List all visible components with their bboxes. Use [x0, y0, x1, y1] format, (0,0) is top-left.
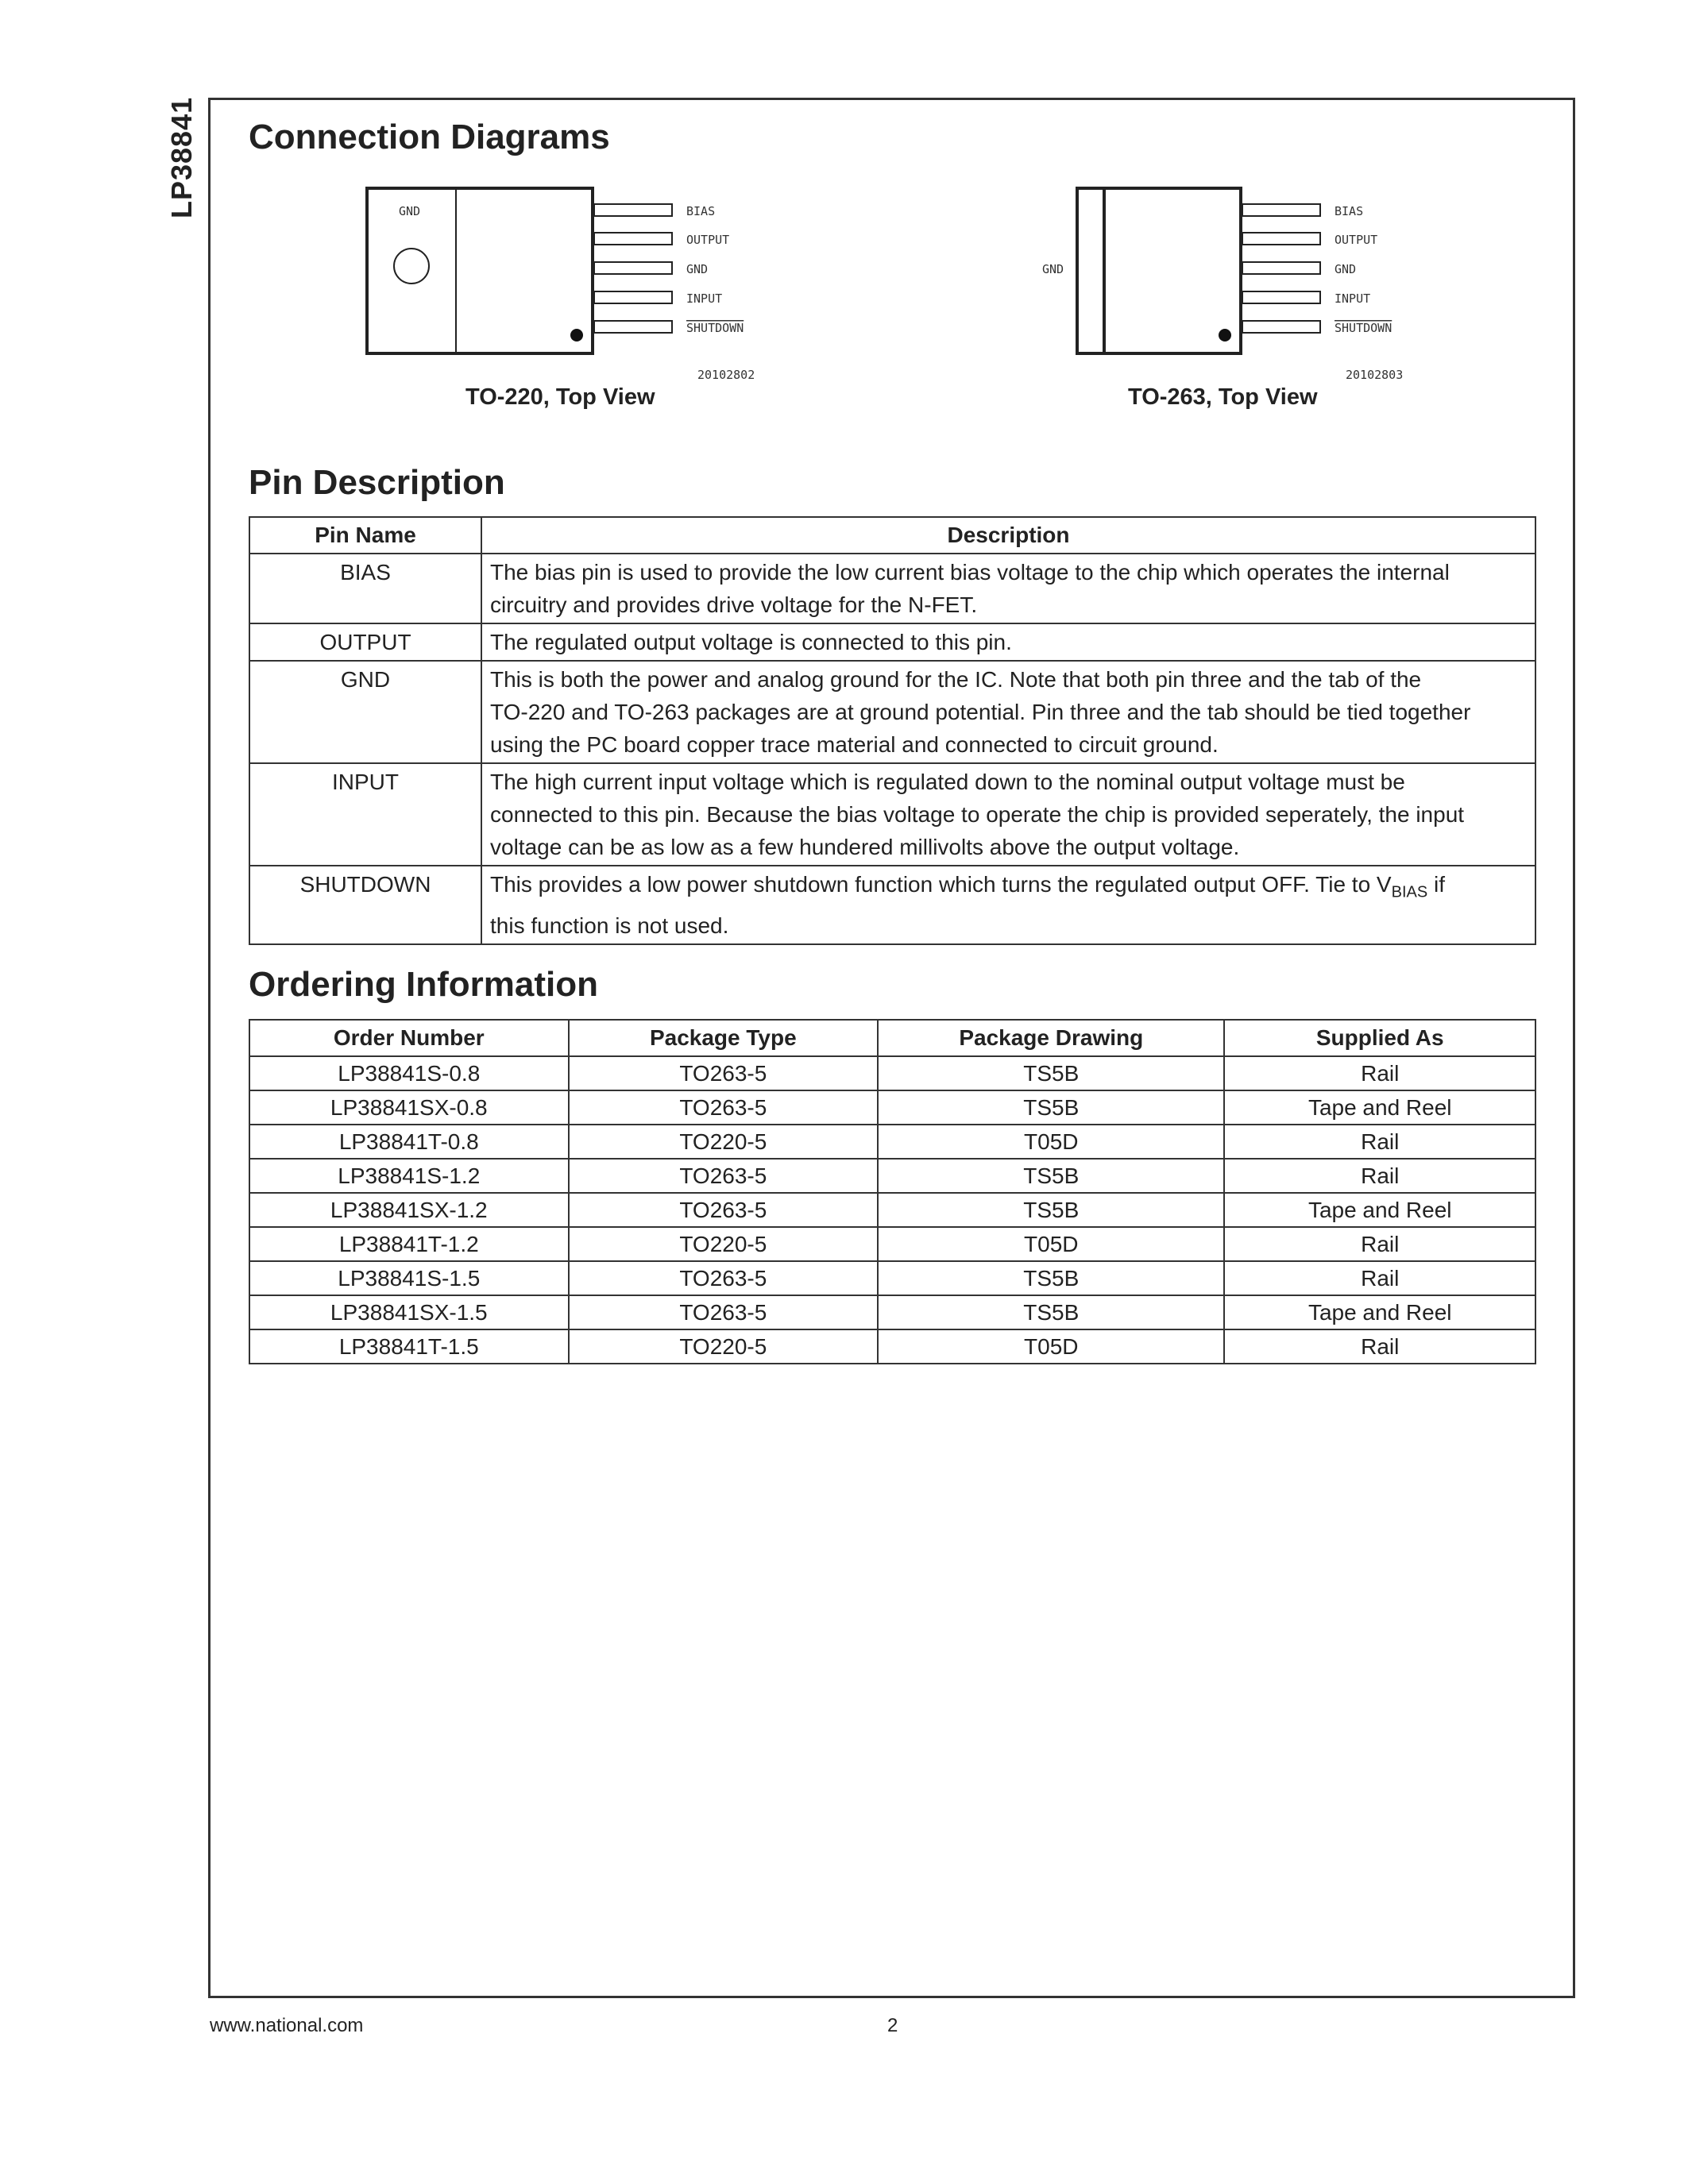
table-row — [249, 1261, 1535, 1295]
vbias-subscript: BIAS — [1391, 883, 1428, 901]
table-row — [249, 1090, 1535, 1125]
to263-tab-label: GND — [1042, 262, 1064, 276]
order-cell: TS5B — [878, 1159, 1224, 1193]
to263-pin-label: INPUT — [1335, 291, 1371, 306]
description-line — [490, 868, 1527, 909]
to263-caption: TO-263, Top View — [1128, 384, 1318, 410]
table-row — [249, 623, 1535, 661]
page-number: 2 — [887, 2015, 898, 2036]
table-row — [249, 1193, 1535, 1227]
to263-figure-code: 20102803 — [1346, 368, 1404, 382]
to263-pin-label: SHUTDOWN — [1335, 321, 1393, 335]
to220-mounting-hole — [394, 249, 429, 284]
order-cell: LP38841T-0.8 — [249, 1125, 569, 1159]
order-cell: TO263-5 — [569, 1261, 879, 1295]
description-line: this function is not used. — [490, 913, 729, 938]
footer-url: www.national.com — [210, 2015, 364, 2036]
table-row — [249, 763, 1535, 866]
to220-pin1-marker — [570, 329, 583, 341]
order-cell: LP38841T-1.5 — [249, 1329, 569, 1364]
ordering-information-heading: Ordering Information — [249, 965, 598, 1004]
column-header: Package Drawing — [878, 1020, 1224, 1056]
pin-name-cell: INPUT — [249, 763, 481, 866]
order-cell: TO220-5 — [569, 1329, 879, 1364]
order-cell: Rail — [1224, 1125, 1535, 1159]
to220-pin-label: GND — [686, 262, 709, 276]
order-cell: TS5B — [878, 1090, 1224, 1125]
column-header: Supplied As — [1224, 1020, 1535, 1056]
pin-description-heading: Pin Description — [249, 463, 505, 502]
to263-pin-label: OUTPUT — [1335, 233, 1378, 247]
description-text: This provides a low power shutdown function which turns the regulated output OFF. Tie to V — [490, 872, 1392, 897]
to220-leads — [594, 204, 672, 333]
order-cell: TO263-5 — [569, 1090, 879, 1125]
to263-pin-label: GND — [1335, 262, 1357, 276]
description-line: TO-220 and TO-263 packages are at ground potential. Pin three and the tab should be tied together — [490, 700, 1471, 724]
to263-pin1-marker — [1219, 329, 1231, 341]
to263-lead — [1242, 262, 1320, 274]
order-cell: Tape and Reel — [1224, 1295, 1535, 1329]
to220-pin-label: BIAS — [686, 204, 716, 218]
description-text: if — [1427, 872, 1445, 897]
table-row — [249, 1329, 1535, 1364]
order-cell: T05D — [878, 1329, 1224, 1364]
table-row — [249, 1295, 1535, 1329]
to263-body — [1077, 188, 1241, 353]
description-line: This is both the power and analog ground for the IC. Note that both pin three and the tab of the — [490, 667, 1422, 692]
to220-pin-label: SHUTDOWN — [686, 321, 744, 335]
description-line: The high current input voltage which is regulated down to the nominal output voltage must be — [490, 770, 1405, 794]
to263-pin-label: BIAS — [1335, 204, 1364, 218]
pin-name-cell: OUTPUT — [249, 623, 481, 661]
order-cell: T05D — [878, 1125, 1224, 1159]
order-cell: Rail — [1224, 1227, 1535, 1261]
pin-description-table — [249, 516, 1536, 945]
table-row — [249, 1056, 1535, 1090]
description-line: circuitry and provides drive voltage for the N-FET. — [490, 592, 978, 617]
to220-figure-code: 20102802 — [697, 368, 755, 382]
order-cell: TO263-5 — [569, 1193, 879, 1227]
order-cell: Rail — [1224, 1056, 1535, 1090]
order-cell: TO263-5 — [569, 1159, 879, 1193]
column-header: Pin Name — [249, 517, 481, 554]
to263-lead — [1242, 291, 1320, 303]
ordering-table — [249, 1019, 1536, 1364]
description-line: using the PC board copper trace material and connected to circuit ground. — [490, 732, 1219, 757]
to220-lead — [594, 321, 672, 333]
pin-description-cell — [481, 623, 1535, 661]
order-cell: LP38841S-1.2 — [249, 1159, 569, 1193]
to220-tab-label: GND — [399, 204, 421, 218]
to220-diagram — [350, 179, 794, 385]
pin-description-cell — [481, 554, 1535, 623]
order-cell: LP38841S-0.8 — [249, 1056, 569, 1090]
order-cell: TO263-5 — [569, 1295, 879, 1329]
table-header-row — [249, 517, 1535, 554]
to263-diagram — [1033, 179, 1446, 385]
pin-name-cell: SHUTDOWN — [249, 866, 481, 944]
table-row — [249, 866, 1535, 944]
pin-description-cell — [481, 763, 1535, 866]
to263-lead — [1242, 204, 1320, 216]
order-cell: LP38841S-1.5 — [249, 1261, 569, 1295]
order-cell: LP38841SX-0.8 — [249, 1090, 569, 1125]
column-header: Description — [481, 517, 1535, 554]
description-line: The bias pin is used to provide the low current bias voltage to the chip which operates the internal — [490, 560, 1450, 585]
table-row — [249, 1125, 1535, 1159]
order-cell: TO220-5 — [569, 1125, 879, 1159]
ordering-table-body — [249, 1056, 1535, 1364]
to220-caption: TO-220, Top View — [465, 384, 655, 410]
to220-lead — [594, 262, 672, 274]
pin-name-cell: GND — [249, 661, 481, 763]
description-line: connected to this pin. Because the bias voltage to operate the chip is provided seperately, the input — [490, 802, 1465, 827]
to220-lead — [594, 204, 672, 216]
order-cell: TS5B — [878, 1193, 1224, 1227]
order-cell: Rail — [1224, 1329, 1535, 1364]
column-header: Order Number — [249, 1020, 569, 1056]
order-cell: Rail — [1224, 1261, 1535, 1295]
order-cell: TS5B — [878, 1261, 1224, 1295]
order-cell: LP38841SX-1.2 — [249, 1193, 569, 1227]
table-row — [249, 554, 1535, 623]
order-cell: TO220-5 — [569, 1227, 879, 1261]
to263-lead — [1242, 233, 1320, 245]
order-cell: TS5B — [878, 1056, 1224, 1090]
table-row — [249, 1227, 1535, 1261]
pin-description-cell — [481, 866, 1535, 944]
column-header: Package Type — [569, 1020, 879, 1056]
description-line: voltage can be as low as a few hundered millivolts above the output voltage. — [490, 835, 1240, 859]
to220-lead — [594, 291, 672, 303]
table-row — [249, 1159, 1535, 1193]
connection-diagrams-heading: Connection Diagrams — [249, 118, 610, 156]
description-line: The regulated output voltage is connected to this pin. — [490, 630, 1012, 654]
to263-lead — [1242, 321, 1320, 333]
order-cell: TS5B — [878, 1295, 1224, 1329]
to220-pin-label: INPUT — [686, 291, 723, 306]
order-cell: T05D — [878, 1227, 1224, 1261]
to220-pin-label: OUTPUT — [686, 233, 730, 247]
to220-lead — [594, 233, 672, 245]
order-cell: LP38841T-1.2 — [249, 1227, 569, 1261]
pin-description-cell — [481, 661, 1535, 763]
order-cell: LP38841SX-1.5 — [249, 1295, 569, 1329]
pin-name-cell: BIAS — [249, 554, 481, 623]
order-cell: Tape and Reel — [1224, 1090, 1535, 1125]
order-cell: TO263-5 — [569, 1056, 879, 1090]
to263-leads — [1242, 204, 1320, 333]
side-title: LP38841 — [165, 96, 198, 218]
table-header-row — [249, 1020, 1535, 1056]
table-row — [249, 661, 1535, 763]
order-cell: Rail — [1224, 1159, 1535, 1193]
order-cell: Tape and Reel — [1224, 1193, 1535, 1227]
